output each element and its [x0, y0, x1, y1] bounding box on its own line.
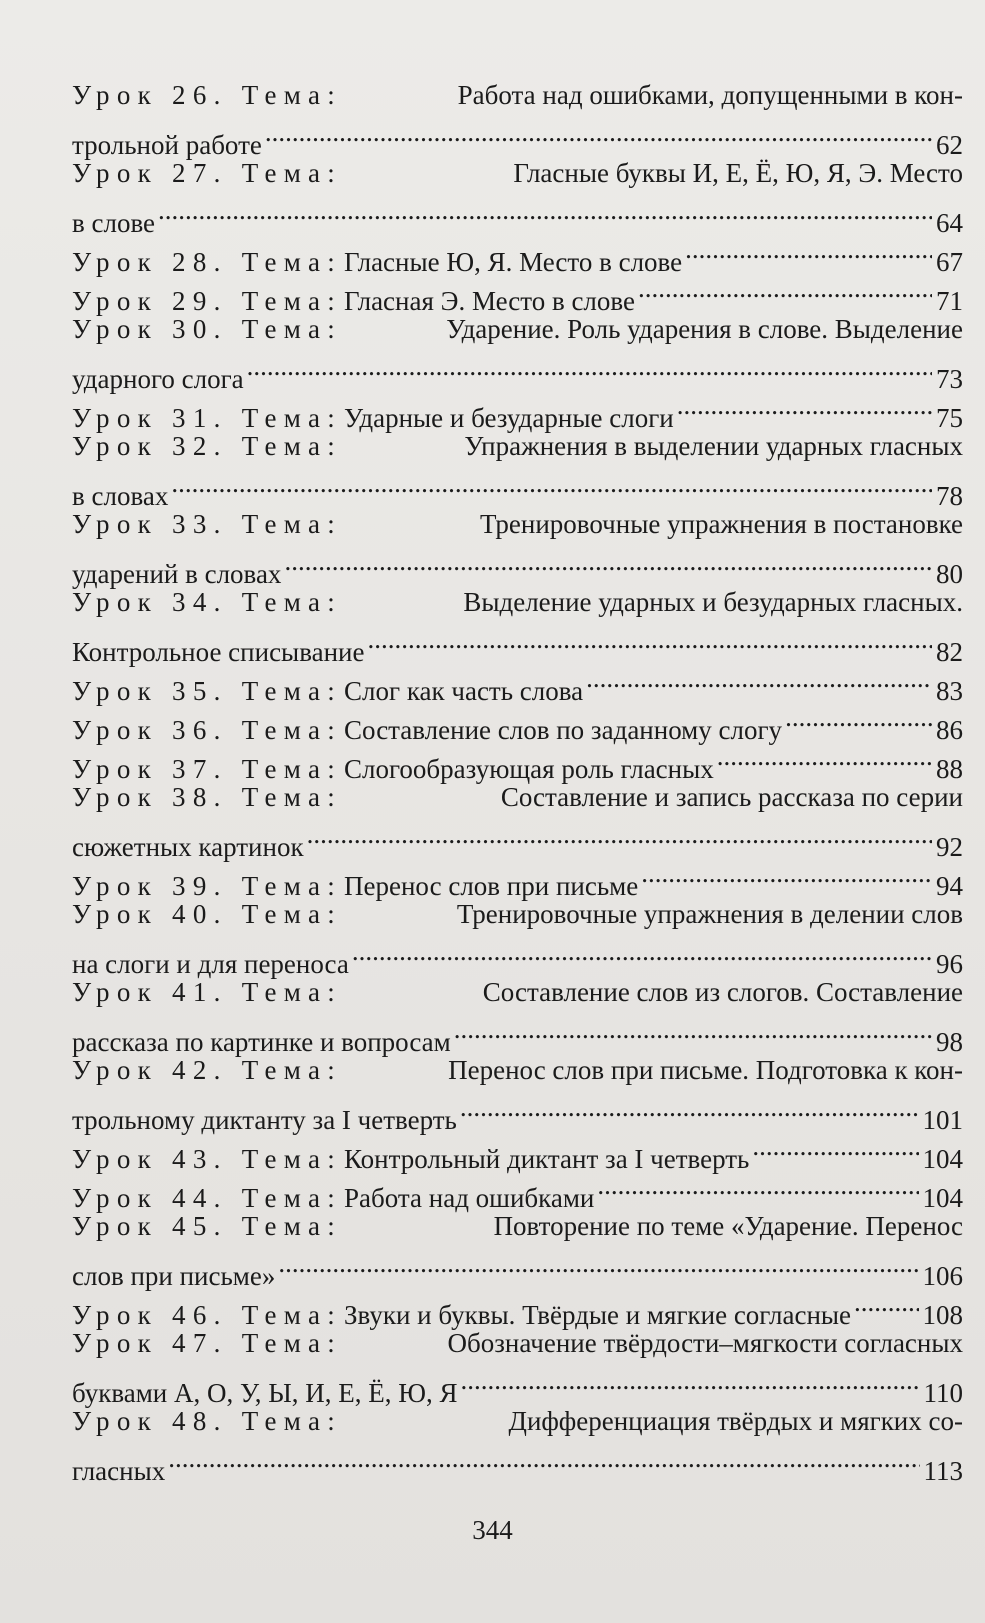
toc-entry-line	[72, 310, 963, 349]
page-ref: 67	[936, 247, 963, 277]
toc-entry	[72, 1402, 963, 1486]
dot-leader	[307, 817, 932, 856]
toc-entry-continuation	[72, 115, 963, 160]
dot-leader	[717, 739, 932, 778]
page-ref: 104	[922, 1144, 963, 1174]
dot-leader	[284, 544, 932, 583]
lesson-topic: Контрольный диктант за I четверть	[344, 1144, 750, 1174]
dot-leader	[158, 193, 932, 232]
toc-entry-continuation	[72, 1246, 963, 1291]
page-ref: 71	[936, 286, 963, 316]
lesson-label: Урок 37. Тема:	[72, 754, 343, 784]
dot-leader	[460, 1090, 919, 1129]
toc-entry	[72, 778, 963, 862]
toc-entry-line	[72, 505, 963, 544]
page-ref: 62	[936, 130, 963, 160]
dot-leader	[352, 934, 932, 973]
lesson-topic: Выделение ударных и безударных гласных.	[463, 587, 963, 617]
lesson-topic: Звуки и буквы. Твёрдые и мягкие согласные	[344, 1300, 852, 1330]
lesson-label: Урок 42. Тема:	[72, 1055, 343, 1085]
toc-entry	[72, 232, 963, 277]
lesson-topic: слов при письме»	[72, 1261, 276, 1291]
dot-leader	[265, 115, 932, 154]
page-ref: 110	[923, 1378, 963, 1408]
dot-leader	[247, 349, 932, 388]
lesson-topic: сюжетных картинок	[72, 832, 304, 862]
toc-entry	[72, 973, 963, 1057]
dot-leader	[638, 271, 932, 310]
lesson-topic: Слогообразующая роль гласных	[344, 754, 714, 784]
toc-entry	[72, 427, 963, 511]
lesson-topic: Обозначение твёрдости–мягкости согласных	[447, 1328, 963, 1358]
lesson-label: Урок 44. Тема:	[72, 1183, 343, 1213]
dot-leader	[854, 1285, 918, 1324]
lesson-label: Урок 31. Тема:	[72, 403, 343, 433]
table-of-contents	[72, 76, 963, 1486]
toc-entry-line	[72, 1402, 963, 1441]
dot-leader	[677, 388, 932, 427]
lesson-topic: в слове	[72, 208, 156, 238]
toc-entry-line	[72, 1051, 963, 1090]
lesson-label: Урок 29. Тема:	[72, 286, 343, 316]
dot-leader	[367, 622, 932, 661]
lesson-topic: Ударение. Роль ударения в слове. Выделение	[446, 314, 963, 344]
lesson-topic: рассказа по картинке и вопросам	[72, 1027, 451, 1057]
page-number: 344	[472, 1515, 513, 1545]
toc-entry-line	[72, 973, 963, 1012]
toc-entry-line	[72, 232, 963, 277]
lesson-topic: гласных	[72, 1456, 166, 1486]
dot-leader	[752, 1129, 918, 1168]
toc-entry	[72, 154, 963, 238]
lesson-label: Урок 45. Тема:	[72, 1211, 343, 1241]
lesson-topic: в словах	[72, 481, 169, 511]
toc-entry-continuation	[72, 466, 963, 511]
lesson-label: Урок 27. Тема:	[72, 158, 343, 188]
lesson-label: Урок 36. Тема:	[72, 715, 343, 745]
page-ref: 96	[936, 949, 963, 979]
lesson-label: Урок 46. Тема:	[72, 1300, 343, 1330]
toc-entry	[72, 895, 963, 979]
toc-entry-line	[72, 895, 963, 934]
lesson-label: Урок 43. Тема:	[72, 1144, 343, 1174]
page-ref: 108	[922, 1300, 963, 1330]
lesson-topic: трольной работе	[72, 130, 262, 160]
page-ref: 101	[922, 1105, 963, 1135]
page-ref: 94	[936, 871, 963, 901]
toc-entry-line	[72, 1324, 963, 1363]
page-ref: 86	[936, 715, 963, 745]
dot-leader	[641, 856, 932, 895]
toc-entry	[72, 583, 963, 667]
lesson-topic: Гласные буквы И, Е, Ё, Ю, Я, Э. Место	[513, 158, 963, 188]
dot-leader	[461, 1363, 920, 1402]
lesson-topic: Тренировочные упражнения в делении слов	[456, 899, 963, 929]
lesson-topic: Перенос слов при письме. Подготовка к кон-	[448, 1055, 963, 1085]
lesson-label: Урок 34. Тема:	[72, 587, 343, 617]
lesson-topic: трольному диктанту за I четверть	[72, 1105, 457, 1135]
page-ref: 98	[936, 1027, 963, 1057]
toc-entry-continuation	[72, 817, 963, 862]
lesson-topic: Дифференциация твёрдых и мягких со-	[508, 1406, 963, 1436]
lesson-topic: на слоги и для переноса	[72, 949, 349, 979]
page-ref: 80	[936, 559, 963, 589]
lesson-label: Урок 41. Тема:	[72, 977, 343, 1007]
lesson-topic: Гласная Э. Место в слове	[344, 286, 635, 316]
lesson-label: Урок 39. Тема:	[72, 871, 343, 901]
toc-entry	[72, 310, 963, 394]
toc-entry-continuation	[72, 934, 963, 979]
lesson-topic: буквами А, О, У, Ы, И, Е, Ё, Ю, Я	[72, 1378, 458, 1408]
lesson-label: Урок 40. Тема:	[72, 899, 343, 929]
toc-entry-continuation	[72, 544, 963, 589]
lesson-label: Урок 30. Тема:	[72, 314, 343, 344]
lesson-topic: Ударные и безударные слоги	[344, 403, 674, 433]
lesson-topic: Работа над ошибками, допущенными в кон-	[457, 80, 963, 110]
dot-leader	[597, 1168, 918, 1207]
lesson-label: Урок 28. Тема:	[72, 247, 343, 277]
lesson-label: Урок 32. Тема:	[72, 431, 343, 461]
toc-entry-continuation	[72, 349, 963, 394]
toc-entry-continuation	[72, 1012, 963, 1057]
page-ref: 75	[936, 403, 963, 433]
toc-entry-line	[72, 583, 963, 622]
page-ref: 82	[936, 637, 963, 667]
toc-entry	[72, 1051, 963, 1135]
dot-leader	[171, 466, 932, 505]
page-ref: 113	[923, 1456, 963, 1486]
toc-entry	[72, 1324, 963, 1408]
lesson-topic: Составление слов по заданному слогу	[344, 715, 783, 745]
lesson-topic: Работа над ошибками	[344, 1183, 595, 1213]
lesson-topic: Тренировочные упражнения в постановке	[479, 509, 963, 539]
page-ref: 73	[936, 364, 963, 394]
dot-leader	[785, 700, 932, 739]
dot-leader	[278, 1246, 918, 1285]
lesson-label: Урок 38. Тема:	[72, 782, 343, 812]
dot-leader	[168, 1441, 919, 1480]
toc-entry-line	[72, 154, 963, 193]
page-ref: 104	[922, 1183, 963, 1213]
toc-entry-continuation	[72, 1090, 963, 1135]
lesson-label: Урок 48. Тема:	[72, 1406, 343, 1436]
lesson-topic: Гласные Ю, Я. Место в слове	[344, 247, 683, 277]
lesson-topic: ударного слога	[72, 364, 244, 394]
toc-entry	[72, 1207, 963, 1291]
dot-leader	[586, 661, 932, 700]
toc-entry-line	[72, 778, 963, 817]
page-ref: 106	[922, 1261, 963, 1291]
lesson-topic: Перенос слов при письме	[344, 871, 639, 901]
lesson-topic: Упражнения в выделении ударных гласных	[464, 431, 963, 461]
lesson-label: Урок 35. Тема:	[72, 676, 343, 706]
lesson-label: Урок 33. Тема:	[72, 509, 343, 539]
toc-entry-continuation	[72, 193, 963, 238]
toc-entry-line	[72, 427, 963, 466]
lesson-topic: Слог как часть слова	[344, 676, 584, 706]
toc-entry-line	[72, 1207, 963, 1246]
toc-entry-continuation	[72, 1441, 963, 1486]
lesson-topic: Контрольное списывание	[72, 637, 365, 667]
page-ref: 88	[936, 754, 963, 784]
page-ref: 64	[936, 208, 963, 238]
dot-leader	[685, 232, 932, 271]
page-ref: 78	[936, 481, 963, 511]
page-ref: 83	[936, 676, 963, 706]
lesson-label: Урок 26. Тема:	[72, 80, 343, 110]
lesson-topic: Повторение по теме «Ударение. Перенос	[493, 1211, 963, 1241]
toc-entry	[72, 76, 963, 160]
toc-entry-continuation	[72, 1363, 963, 1408]
toc-entry-line	[72, 76, 963, 115]
toc-entry-continuation	[72, 622, 963, 667]
lesson-topic: ударений в словах	[72, 559, 282, 589]
toc-entry	[72, 505, 963, 589]
page-ref: 92	[936, 832, 963, 862]
lesson-topic: Составление и запись рассказа по серии	[500, 782, 963, 812]
lesson-label: Урок 47. Тема:	[72, 1328, 343, 1358]
lesson-topic: Составление слов из слогов. Составление	[482, 977, 963, 1007]
dot-leader	[454, 1012, 932, 1051]
